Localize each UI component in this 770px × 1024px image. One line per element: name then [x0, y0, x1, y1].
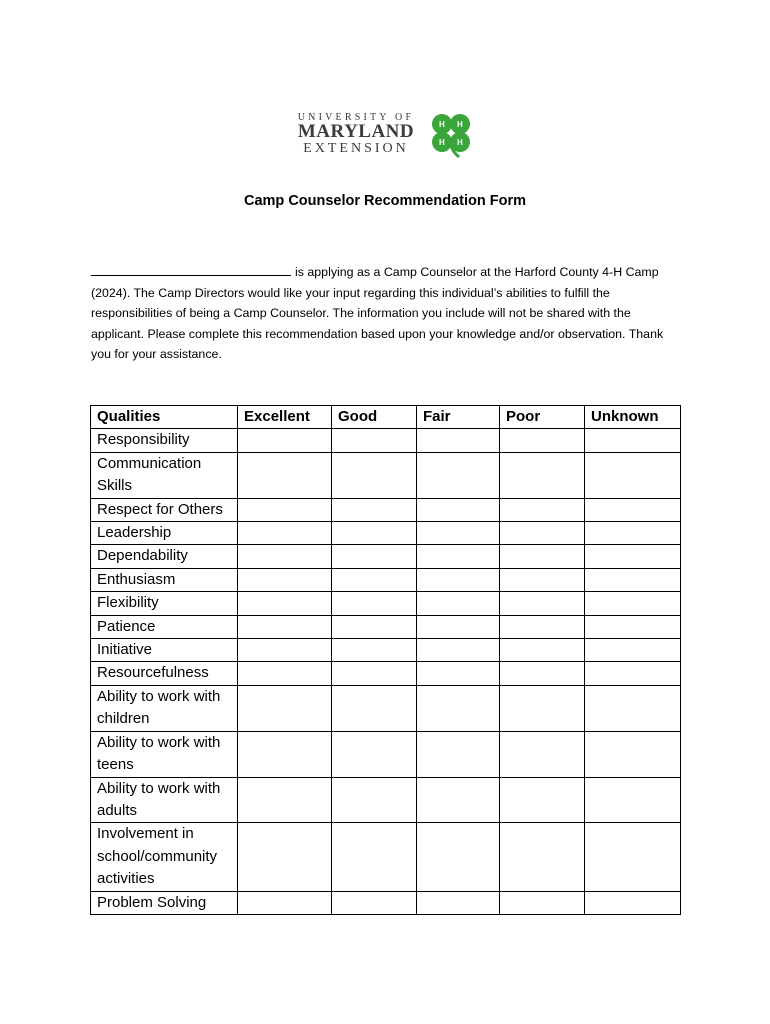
rating-cell-poor[interactable]: [500, 662, 585, 685]
rating-cell-excellent[interactable]: [238, 891, 332, 914]
header-fair: Fair: [417, 406, 500, 429]
rating-cell-excellent[interactable]: [238, 545, 332, 568]
rating-cell-excellent[interactable]: [238, 777, 332, 823]
rating-cell-excellent[interactable]: [238, 568, 332, 591]
rating-cell-good[interactable]: [332, 429, 417, 452]
rating-cell-unknown[interactable]: [585, 568, 681, 591]
rating-cell-unknown[interactable]: [585, 452, 681, 498]
logo-wordmark: [291, 112, 421, 156]
rating-cell-fair[interactable]: [417, 452, 500, 498]
quality-label: Dependability: [91, 545, 238, 568]
quality-label: Involvement in school/community activities: [91, 823, 238, 891]
intro-text: is applying as a Camp Counselor at the Harford County 4-H Camp (2024). The Camp Directors would like your input regarding this individual’s abilities to fulfill the responsibilities of being a Camp Counselor. The information you include will not be shared with the applicant. Please complete this recommendation based upon your knowledge and/or observation. Thank you for your assistance.: [91, 265, 664, 361]
rating-cell-unknown[interactable]: [585, 639, 681, 662]
rating-cell-unknown[interactable]: [585, 662, 681, 685]
rating-cell-unknown[interactable]: [585, 592, 681, 615]
rating-cell-excellent[interactable]: [238, 731, 332, 777]
quality-label: Initiative: [91, 639, 238, 662]
rating-cell-good[interactable]: [332, 522, 417, 545]
rating-cell-good[interactable]: [332, 498, 417, 521]
table-row: [91, 615, 681, 638]
rating-cell-good[interactable]: [332, 592, 417, 615]
rating-cell-good[interactable]: [332, 615, 417, 638]
quality-label: Ability to work with children: [91, 685, 238, 731]
rating-cell-excellent[interactable]: [238, 592, 332, 615]
rating-cell-poor[interactable]: [500, 639, 585, 662]
rating-cell-fair[interactable]: [417, 615, 500, 638]
rating-cell-good[interactable]: [332, 685, 417, 731]
quality-label: Leadership: [91, 522, 238, 545]
rating-cell-fair[interactable]: [417, 429, 500, 452]
rating-cell-good[interactable]: [332, 662, 417, 685]
quality-label: Enthusiasm: [91, 568, 238, 591]
header-qualities: Qualities: [91, 406, 238, 429]
rating-cell-fair[interactable]: [417, 731, 500, 777]
table-row: [91, 685, 681, 731]
table-row: [91, 731, 681, 777]
table-row: [91, 452, 681, 498]
table-row: [91, 498, 681, 521]
rating-cell-unknown[interactable]: [585, 731, 681, 777]
quality-label: Communication Skills: [91, 452, 238, 498]
rating-cell-poor[interactable]: [500, 429, 585, 452]
rating-cell-fair[interactable]: [417, 568, 500, 591]
rating-cell-fair[interactable]: [417, 662, 500, 685]
table-row: [91, 662, 681, 685]
rating-cell-excellent[interactable]: [238, 429, 332, 452]
svg-text:H: H: [439, 138, 445, 147]
quality-label: Ability to work with teens: [91, 731, 238, 777]
rating-cell-poor[interactable]: [500, 731, 585, 777]
rating-cell-good[interactable]: [332, 891, 417, 914]
quality-label: Responsibility: [91, 429, 238, 452]
rating-cell-poor[interactable]: [500, 498, 585, 521]
quality-label: Patience: [91, 615, 238, 638]
rating-cell-fair[interactable]: [417, 777, 500, 823]
rating-cell-excellent[interactable]: [238, 685, 332, 731]
rating-cell-poor[interactable]: [500, 452, 585, 498]
rating-cell-poor[interactable]: [500, 592, 585, 615]
rating-cell-good[interactable]: [332, 731, 417, 777]
rating-cell-good[interactable]: [332, 452, 417, 498]
rating-cell-good[interactable]: [332, 639, 417, 662]
rating-cell-unknown[interactable]: [585, 685, 681, 731]
logo-line-extension: EXTENSION: [303, 141, 409, 156]
rating-cell-poor[interactable]: [500, 685, 585, 731]
header-poor: Poor: [500, 406, 585, 429]
rating-cell-fair[interactable]: [417, 592, 500, 615]
table-row: [91, 823, 681, 891]
form-title: Camp Counselor Recommendation Form: [244, 193, 526, 209]
rating-cell-poor[interactable]: [500, 522, 585, 545]
table-row: [91, 639, 681, 662]
rating-cell-poor[interactable]: [500, 891, 585, 914]
rating-cell-excellent[interactable]: [238, 615, 332, 638]
rating-cell-fair[interactable]: [417, 823, 500, 891]
rating-cell-good[interactable]: [332, 777, 417, 823]
quality-label: Resourcefulness: [91, 662, 238, 685]
intro-paragraph: [91, 262, 686, 365]
svg-text:H: H: [457, 120, 463, 129]
rating-cell-unknown[interactable]: [585, 429, 681, 452]
svg-text:H: H: [439, 120, 445, 129]
quality-label: Flexibility: [91, 592, 238, 615]
rating-cell-unknown[interactable]: [585, 891, 681, 914]
rating-cell-fair[interactable]: [417, 685, 500, 731]
header-good: Good: [332, 406, 417, 429]
ratings-header-row: [91, 406, 681, 429]
table-row: [91, 429, 681, 452]
four-h-clover-icon: [429, 112, 473, 158]
table-row: [91, 568, 681, 591]
header-excellent: Excellent: [238, 406, 332, 429]
rating-cell-unknown[interactable]: [585, 522, 681, 545]
rating-cell-excellent[interactable]: [238, 498, 332, 521]
quality-label: Ability to work with adults: [91, 777, 238, 823]
header-unknown: Unknown: [585, 406, 681, 429]
rating-cell-excellent[interactable]: [238, 522, 332, 545]
rating-cell-unknown[interactable]: [585, 615, 681, 638]
rating-cell-poor[interactable]: [500, 545, 585, 568]
university-logo: [291, 112, 481, 158]
rating-cell-poor[interactable]: [500, 823, 585, 891]
table-row: [91, 592, 681, 615]
rating-cell-excellent[interactable]: [238, 452, 332, 498]
table-row: [91, 545, 681, 568]
applicant-name-blank[interactable]: [91, 262, 291, 276]
logo-line-university: UNIVERSITY OF: [297, 112, 415, 123]
rating-cell-excellent[interactable]: [238, 823, 332, 891]
rating-cell-excellent[interactable]: [238, 639, 332, 662]
ratings-body: [91, 429, 681, 915]
rating-cell-fair[interactable]: [417, 498, 500, 521]
svg-text:H: H: [457, 138, 463, 147]
rating-cell-unknown[interactable]: [585, 823, 681, 891]
rating-cell-fair[interactable]: [417, 522, 500, 545]
rating-cell-fair[interactable]: [417, 639, 500, 662]
rating-cell-unknown[interactable]: [585, 498, 681, 521]
quality-label: Respect for Others: [91, 498, 238, 521]
rating-cell-poor[interactable]: [500, 777, 585, 823]
rating-cell-fair[interactable]: [417, 545, 500, 568]
table-row: [91, 777, 681, 823]
rating-cell-good[interactable]: [332, 568, 417, 591]
logo-line-maryland: MARYLAND: [297, 121, 415, 142]
rating-cell-fair[interactable]: [417, 891, 500, 914]
ratings-table: [90, 405, 681, 915]
quality-label: Problem Solving: [91, 891, 238, 914]
table-row: [91, 522, 681, 545]
rating-cell-good[interactable]: [332, 545, 417, 568]
rating-cell-poor[interactable]: [500, 615, 585, 638]
rating-cell-poor[interactable]: [500, 568, 585, 591]
rating-cell-excellent[interactable]: [238, 662, 332, 685]
rating-cell-good[interactable]: [332, 823, 417, 891]
table-row: [91, 891, 681, 914]
rating-cell-unknown[interactable]: [585, 777, 681, 823]
rating-cell-unknown[interactable]: [585, 545, 681, 568]
